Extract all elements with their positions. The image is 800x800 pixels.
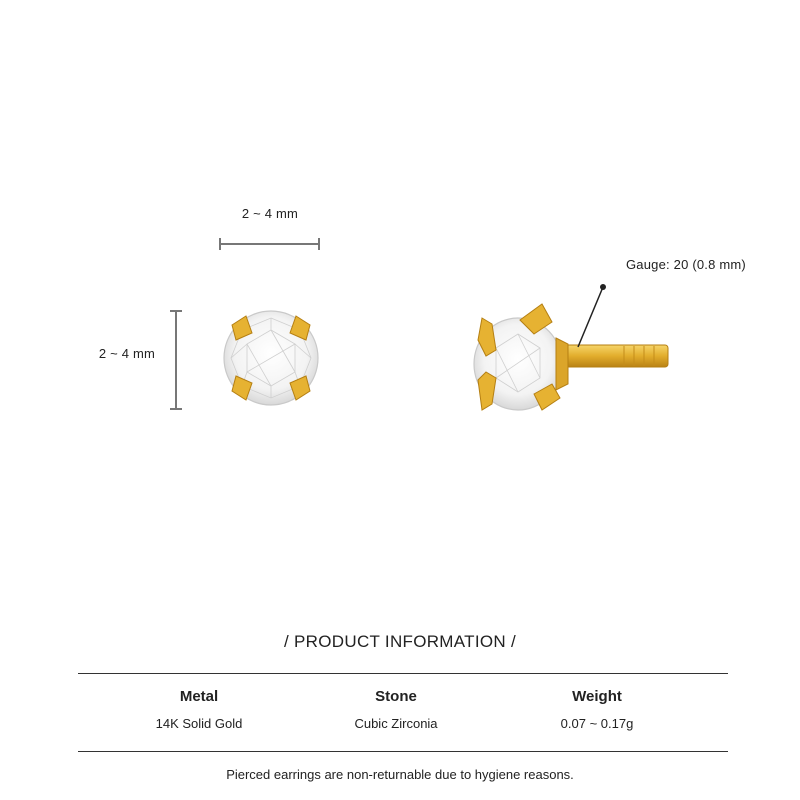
weight-value: 0.07 ~ 0.17g [560,716,634,731]
weight-heading: Weight [572,688,622,705]
earring-side-view [474,304,668,410]
gauge-callout-leader [578,284,606,347]
weight-column [487,688,707,731]
stone-heading: Stone [375,688,417,705]
earring-front-view [224,311,318,405]
width-dimension-label: 2 ~ 4 mm [241,206,299,221]
stone-value: Cubic Zirconia [354,716,438,731]
width-dimension-marker [220,238,319,250]
height-dimension-label: 2 ~ 4 mm [98,346,156,361]
height-dimension-marker [170,311,182,409]
table-bottom-divider [78,751,728,752]
metal-column [89,688,309,731]
return-policy-note: Pierced earrings are non-returnable due to hygiene reasons. [226,767,574,782]
stone-column [286,688,506,731]
product-info-title: / PRODUCT INFORMATION / [284,632,516,651]
gauge-label: Gauge: 20 (0.8 mm) [626,257,746,272]
table-top-divider [78,673,728,674]
metal-value: 14K Solid Gold [155,716,243,731]
metal-heading: Metal [179,688,219,705]
